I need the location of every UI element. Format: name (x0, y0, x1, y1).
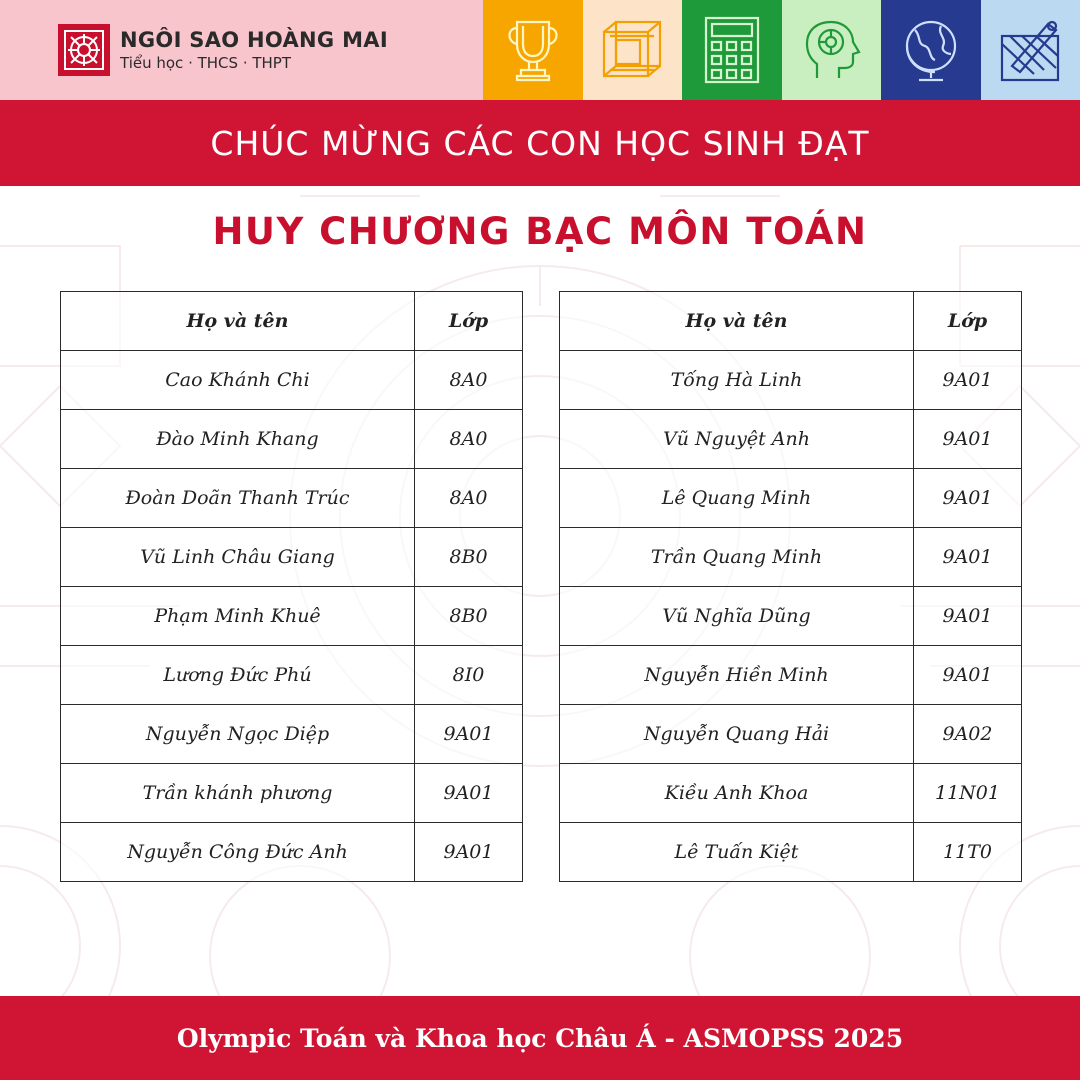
student-name: Phạm Minh Khuê (61, 587, 415, 646)
ruler-pencil-icon (994, 14, 1066, 86)
table-row (61, 587, 523, 646)
brand-name: NGÔI SAO HOÀNG MAI (120, 28, 388, 52)
student-name: Trần khánh phương (61, 764, 415, 823)
student-name: Nguyễn Quang Hải (560, 705, 914, 764)
student-class: 9A01 (914, 410, 1022, 469)
page-title: HUY CHƯƠNG BẠC MÔN TOÁN (212, 210, 868, 253)
globe-icon (895, 14, 967, 86)
winners-table-right (559, 291, 1022, 882)
brain-head-icon (795, 14, 867, 86)
table-row (61, 410, 523, 469)
cube-icon (596, 14, 668, 86)
column-header-name: Họ và tên (61, 292, 415, 351)
student-class: 8A0 (415, 469, 523, 528)
header-bar (0, 0, 1080, 100)
column-header-class: Lớp (415, 292, 523, 351)
school-logo-icon (58, 24, 110, 76)
table-row (61, 351, 523, 410)
table-row (560, 764, 1022, 823)
table-row (560, 587, 1022, 646)
student-class: 9A01 (914, 528, 1022, 587)
table-row (560, 351, 1022, 410)
table-row (560, 705, 1022, 764)
student-class: 8B0 (415, 528, 523, 587)
banner-text: CHÚC MỪNG CÁC CON HỌC SINH ĐẠT (210, 123, 870, 163)
table-row (560, 528, 1022, 587)
student-class: 11T0 (914, 823, 1022, 882)
table-row (560, 469, 1022, 528)
student-name: Đào Minh Khang (61, 410, 415, 469)
trophy-tile (483, 0, 583, 100)
table-header-row (560, 292, 1022, 351)
student-name: Vũ Linh Châu Giang (61, 528, 415, 587)
student-name: Trần Quang Minh (560, 528, 914, 587)
calculator-tile (682, 0, 782, 100)
winners-table-left (60, 291, 523, 882)
brain-tile (782, 0, 882, 100)
column-header-name: Họ và tên (560, 292, 914, 351)
column-header-class: Lớp (914, 292, 1022, 351)
student-class: 9A02 (914, 705, 1022, 764)
student-class: 8A0 (415, 410, 523, 469)
student-name: Vũ Nghĩa Dũng (560, 587, 914, 646)
table-row (61, 646, 523, 705)
student-class: 9A01 (914, 469, 1022, 528)
footer-banner (0, 996, 1080, 1080)
student-name: Kiều Anh Khoa (560, 764, 914, 823)
student-class: 11N01 (914, 764, 1022, 823)
student-name: Nguyễn Ngọc Diệp (61, 705, 415, 764)
student-class: 9A01 (914, 351, 1022, 410)
table-row (61, 823, 523, 882)
student-class: 8B0 (415, 587, 523, 646)
cube-tile (583, 0, 683, 100)
student-class: 8A0 (415, 351, 523, 410)
congrats-banner (0, 100, 1080, 186)
student-name: Lê Quang Minh (560, 469, 914, 528)
student-class: 9A01 (415, 705, 523, 764)
table-row (61, 705, 523, 764)
student-name: Vũ Nguyệt Anh (560, 410, 914, 469)
student-class: 9A01 (914, 646, 1022, 705)
student-name: Nguyễn Hiền Minh (560, 646, 914, 705)
student-name: Lê Tuấn Kiệt (560, 823, 914, 882)
student-name: Đoàn Doãn Thanh Trúc (61, 469, 415, 528)
student-name: Nguyễn Công Đức Anh (61, 823, 415, 882)
student-name: Cao Khánh Chi (61, 351, 415, 410)
calculator-icon (696, 14, 768, 86)
ruler-tile (981, 0, 1080, 100)
brand (0, 0, 483, 100)
table-row (61, 764, 523, 823)
table-row (61, 469, 523, 528)
student-class: 9A01 (415, 823, 523, 882)
student-name: Tống Hà Linh (560, 351, 914, 410)
table-row (61, 528, 523, 587)
footer-text: Olympic Toán và Khoa học Châu Á - ASMOPSS 2025 (176, 1023, 904, 1053)
trophy-icon (497, 14, 569, 86)
table-header-row (61, 292, 523, 351)
brand-subtitle: Tiểu học · THCS · THPT (120, 54, 291, 72)
table-row (560, 823, 1022, 882)
table-row (560, 410, 1022, 469)
student-class: 9A01 (415, 764, 523, 823)
table-row (560, 646, 1022, 705)
globe-tile (881, 0, 981, 100)
student-class: 8I0 (415, 646, 523, 705)
student-name: Lương Đức Phú (61, 646, 415, 705)
student-class: 9A01 (914, 587, 1022, 646)
